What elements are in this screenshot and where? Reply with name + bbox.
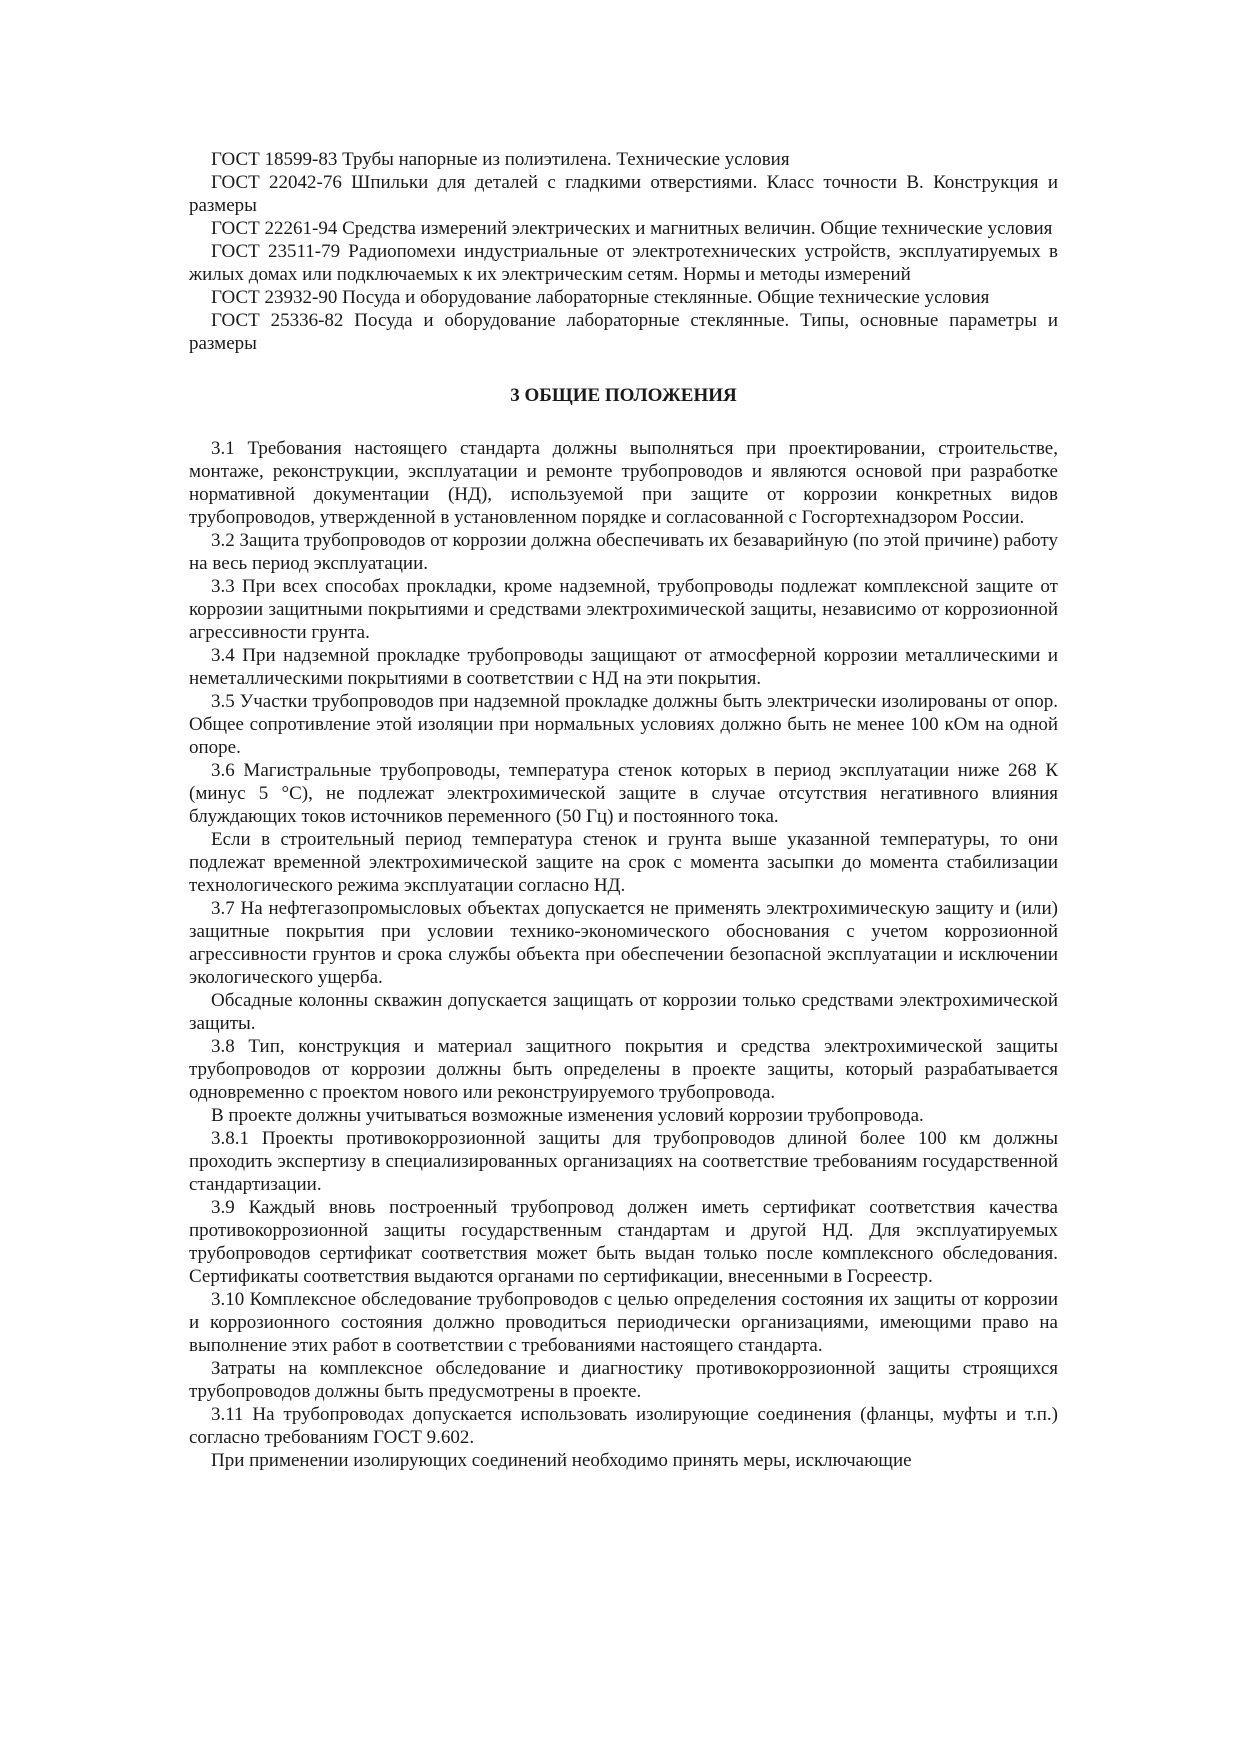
section-body: [189, 437, 1058, 1472]
reference-item: ГОСТ 22261-94 Средства измерений электрических и магнитных величин. Общие технические условия: [211, 218, 1053, 239]
paragraph: Обсадные колонны скважин допускается защищать от коррозии только средствами электрохимической защиты.: [189, 990, 1058, 1034]
paragraph: 3.7 На нефтегазопромысловых объектах допускается не применять электрохимическую защиту и (или) защитные покрытия при условии технико-экономического обоснования с учетом коррозионной агрессивности грунтов и срока службы объекта при обеспечении безопасной эксплуатации и исключении экологического ущерба.: [189, 898, 1058, 988]
paragraph: 3.5 Участки трубопроводов при надземной прокладке должны быть электрически изолированы от опор. Общее сопротивление этой изоляции при нормальных условиях должно быть не менее 100 кОм на одной опоре.: [189, 691, 1058, 758]
paragraph: 3.2 Защита трубопроводов от коррозии должна обеспечивать их безаварийную (по этой причине) работу на весь период эксплуатации.: [189, 530, 1058, 574]
paragraph: 3.6 Магистральные трубопроводы, температура стенок которых в период эксплуатации ниже 268 К (минус 5 °С), не подлежат электрохимической защите в случае отсутствия негативного влияния блуждающих токов источников переменного (50 Гц) и постоянного тока.: [189, 760, 1058, 827]
paragraph: 3.8.1 Проекты противокоррозионной защиты для трубопроводов длиной более 100 км должны проходить экспертизу в специализированных организациях на соответствие требованиям государственной стандартизации.: [189, 1128, 1058, 1195]
paragraph: 3.1 Требования настоящего стандарта должны выполняться при проектировании, строительстве, монтаже, реконструкции, эксплуатации и ремонте трубопроводов и являются основой при разработке нормативной документации (НД), используемой при защите от коррозии конкретных видов трубопроводов, утвержденной в установленном порядке и согласованной с Госгортехнадзором России.: [189, 438, 1058, 528]
reference-item: ГОСТ 23511-79 Радиопомехи индустриальные от электротехнических устройств, эксплуатируемых в жилых домах или подключаемых к их электрическим сетям. Нормы и методы измерений: [189, 241, 1058, 285]
paragraph: 3.4 При надземной прокладке трубопроводы защищают от атмосферной коррозии металлическими и неметаллическими покрытиями в соответствии с НД на эти покрытия.: [189, 645, 1058, 689]
normative-references-list: [189, 148, 1058, 355]
reference-item: ГОСТ 18599-83 Трубы напорные из полиэтилена. Технические условия: [211, 149, 790, 170]
paragraph: 3.11 На трубопроводах допускается использовать изолирующие соединения (фланцы, муфты и т.п.) согласно требованиям ГОСТ 9.602.: [189, 1404, 1058, 1448]
paragraph: 3.9 Каждый вновь построенный трубопровод должен иметь сертификат соответствия качества противокоррозионной защиты государственным стандартам и другой НД. Для эксплуатируемых трубопроводов сертификат соответствия может быть выдан только после комплексного обследования. Сертификаты соответствия выдаются органами по сертификации, внесенными в Госреестр.: [189, 1197, 1058, 1287]
paragraph: 3.10 Комплексное обследование трубопроводов с целью определения состояния их защиты от коррозии и коррозионного состояния должно проводиться периодически организациями, имеющими право на выполнение этих работ в соответствии с требованиями настоящего стандарта.: [189, 1289, 1058, 1356]
paragraph: Затраты на комплексное обследование и диагностику противокоррозионной защиты строящихся трубопроводов должны быть предусмотрены в проекте.: [189, 1358, 1058, 1402]
paragraph: При применении изолирующих соединений необходимо принять меры, исключающие: [211, 1450, 912, 1471]
section-heading: 3 ОБЩИЕ ПОЛОЖЕНИЯ: [510, 385, 737, 406]
paragraph: 3.3 При всех способах прокладки, кроме надземной, трубопроводы подлежат комплексной защите от коррозии защитными покрытиями и средствами электрохимической защиты, независимо от коррозионной агрессивности грунта.: [189, 576, 1058, 643]
reference-item: ГОСТ 22042-76 Шпильки для деталей с гладкими отверстиями. Класс точности В. Конструкция и размеры: [189, 172, 1058, 216]
paragraph: Если в строительный период температура стенок и грунта выше указанной температуры, то они подлежат временной электрохимической защите на срок с момента засыпки до момента стабилизации технологического режима эксплуатации согласно НД.: [189, 829, 1058, 896]
paragraph: В проекте должны учитываться возможные изменения условий коррозии трубопровода.: [211, 1105, 924, 1126]
paragraph: 3.8 Тип, конструкция и материал защитного покрытия и средства электрохимической защиты трубопроводов от коррозии должны быть определены в проекте защиты, который разрабатывается одновременно с проектом нового или реконструируемого трубопровода.: [189, 1036, 1058, 1103]
reference-item: ГОСТ 25336-82 Посуда и оборудование лабораторные стеклянные. Типы, основные параметры и размеры: [189, 310, 1058, 354]
document-page: [189, 148, 1058, 1472]
reference-item: ГОСТ 23932-90 Посуда и оборудование лабораторные стеклянные. Общие технические условия: [211, 287, 990, 308]
